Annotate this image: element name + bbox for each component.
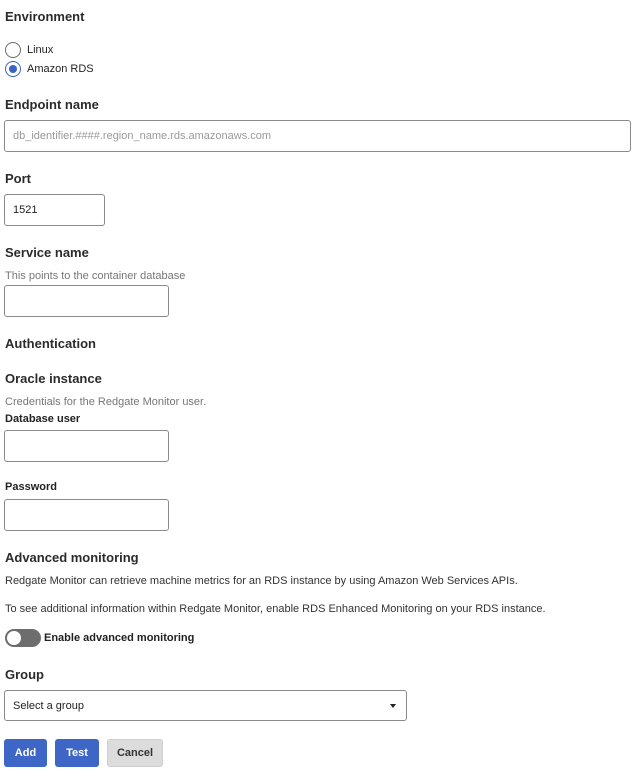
group-select-value: Select a group <box>13 699 84 712</box>
radio-amazon-rds[interactable] <box>5 60 94 78</box>
radio-amazon-rds-circle[interactable] <box>5 61 21 77</box>
cancel-button[interactable]: Cancel <box>107 739 163 767</box>
test-button[interactable]: Test <box>55 739 99 767</box>
advanced-monitoring-toggle-label: Enable advanced monitoring <box>44 632 195 644</box>
toggle-knob <box>7 631 21 645</box>
advanced-monitoring-toggle[interactable] <box>5 629 41 647</box>
oracle-instance-help: Credentials for the Redgate Monitor user. <box>5 396 207 408</box>
authentication-heading: Authentication <box>5 336 96 351</box>
endpoint-name-heading: Endpoint name <box>5 97 99 112</box>
advanced-monitoring-heading: Advanced monitoring <box>5 550 139 565</box>
environment-heading: Environment <box>5 9 85 24</box>
radio-linux-circle[interactable] <box>5 42 21 58</box>
radio-amazon-rds-label: Amazon RDS <box>27 63 94 75</box>
advanced-monitoring-toggle-row[interactable] <box>5 629 194 647</box>
endpoint-name-input[interactable] <box>4 120 631 152</box>
database-user-label: Database user <box>5 413 81 425</box>
advanced-monitoring-text-2: To see additional information within Redgate Monitor, enable RDS Enhanced Monitoring on your RDS instance. <box>5 603 546 615</box>
service-name-help: This points to the container database <box>5 270 186 282</box>
password-label: Password <box>5 481 57 493</box>
add-button[interactable]: Add <box>4 739 47 767</box>
group-select[interactable] <box>4 690 407 721</box>
port-heading: Port <box>5 171 31 186</box>
port-input[interactable] <box>4 194 105 226</box>
database-user-input[interactable] <box>4 430 169 462</box>
advanced-monitoring-text-1: Redgate Monitor can retrieve machine metrics for an RDS instance by using Amazon Web Services APIs. <box>5 575 518 587</box>
chevron-down-icon <box>390 704 396 708</box>
oracle-instance-heading: Oracle instance <box>5 371 102 386</box>
service-name-heading: Service name <box>5 245 89 260</box>
password-input[interactable] <box>4 499 169 531</box>
radio-linux-label: Linux <box>27 44 54 56</box>
service-name-input[interactable] <box>4 285 169 317</box>
radio-linux[interactable] <box>5 41 53 59</box>
group-heading: Group <box>5 667 44 682</box>
